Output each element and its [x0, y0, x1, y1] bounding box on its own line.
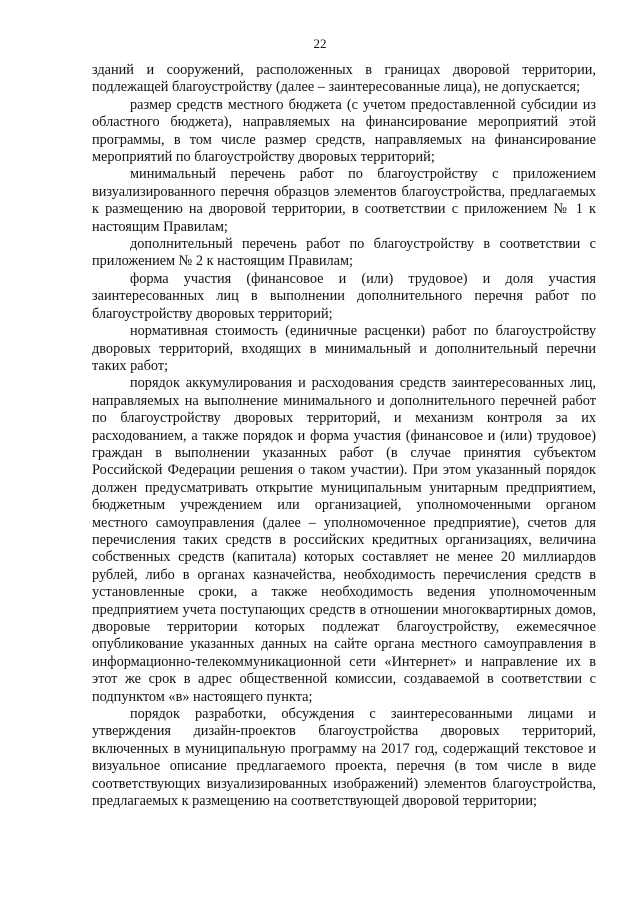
paragraph-participation-form: форма участия (финансовое и (или) трудовое) и доля участия заинтересованных лиц в выполнении дополнительного перечня работ по благоустройству дворовых территорий;	[92, 270, 596, 322]
paragraph-continuation: зданий и сооружений, расположенных в границах дворовой территории, подлежащей благоустройству (далее – заинтересованные лица), не допускается;	[92, 62, 596, 96]
paragraph-design-projects: порядок разработки, обсуждения с заинтересованными лицами и утверждения дизайн-проектов благоустройства дворовых территорий, включенных в муниципальную программу на 2017 год, содержащий текстовое и визуальное описание предлагаемого проекта, перечня (в том числе в виде соответствующих визуализированных изображений) элементов благоустройства, предлагаемых к размещению на соответствующей дворовой территории;	[92, 706, 596, 810]
paragraph-accumulation-procedure: порядок аккумулирования и расходования средств заинтересованных лиц, направляемых на выполнение минимального и дополнительного перечней работ по благоустройству дворовых территорий, и механизм контроля за их расходованием, а также порядок и форма участия (финансовое и (или) трудовое) граждан в выполнении указанных работ (в случае принятия субъектом Российской Федерации решения о таком участии). При этом указанный порядок должен предусматривать открытие муниципальным унитарным предприятием, бюджетным учреждением или организацией, уполномоченными органом местного самоуправления (далее – уполномоченное предприятие), счетов для перечисления таких средств в российских кредитных организациях, величина собственных средств (капитала) которых составляет не менее 20 миллиардов рублей, либо в органах казначейства, необходимость перечисления средств в установленные сроки, а также необходимость ведения уполномоченным предприятием учета поступающих средств в отношении многоквартирных домов, дворовые территории которых подлежат благоустройству, ежемесячное опубликование указанных данных на сайте органа местного самоуправления в информационно-телекоммуникационной сети «Интернет» и направление их в этот же срок в адрес общественной комиссии, создаваемой в соответствии с подпунктом «в» настоящего пункта;	[92, 375, 596, 705]
paragraph-additional-works: дополнительный перечень работ по благоустройству в соответствии с приложением № 2 к настоящим Правилам;	[92, 236, 596, 270]
paragraph-minimal-works: минимальный перечень работ по благоустройству с приложением визуализированного перечня образцов элементов благоустройства, предлагаемых к размещению на дворовой территории, в соответствии с приложением № 1 к настоящим Правилам;	[92, 166, 596, 235]
paragraph-normative-cost: нормативная стоимость (единичные расценки) работ по благоустройству дворовых территорий, входящих в минимальный и дополнительный перечни таких работ;	[92, 323, 596, 374]
paragraph-budget-funds: размер средств местного бюджета (с учетом предоставленной субсидии из областного бюджета), направляемых на финансирование мероприятий этой программы, в том числе размер средств, направляемых на финансирование мероприятий по благоустройству дворовых территорий;	[92, 96, 596, 166]
page-number: 22	[313, 36, 327, 51]
document-body	[92, 62, 596, 810]
